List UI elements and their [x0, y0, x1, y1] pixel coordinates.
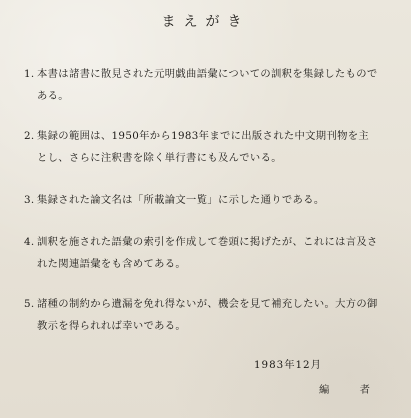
item-text-line: ある。: [37, 90, 69, 102]
item-text-line: 本書は諸書に散見された元明戯曲語彙についての訓釈を集録したもので: [37, 68, 378, 80]
item-text-line: 集録された論文名は「所載論文一覧」に示した通りである。: [37, 194, 325, 206]
preface-author: 編 者: [319, 384, 380, 396]
page-title: まえがき: [161, 14, 250, 30]
item-text-line: 集録の範囲は、1950年から1983年までに出版された中文期刊物を主: [37, 130, 370, 142]
item-number: 5.: [24, 298, 35, 310]
item-text-line: とし、さらに注釈書を除く単行書にも及んでいる。: [37, 152, 282, 164]
item-text-line: れた関連語彙をも含めてある。: [37, 258, 187, 270]
item-number: 2.: [24, 130, 35, 142]
item-text-line: 諸種の制約から遺漏を免れ得ないが、機会を見て補充したい。大方の御: [37, 298, 378, 310]
item-text-line: 教示を得られれば幸いである。: [37, 320, 187, 332]
item-text-line: 訓釈を施された語彙の索引を作成して巻頭に掲げたが、これには言及さ: [37, 236, 378, 248]
item-number: 1.: [24, 68, 35, 80]
item-number: 3.: [24, 194, 35, 206]
item-number: 4.: [24, 236, 35, 248]
preface-date: 1983年12月: [254, 359, 322, 371]
